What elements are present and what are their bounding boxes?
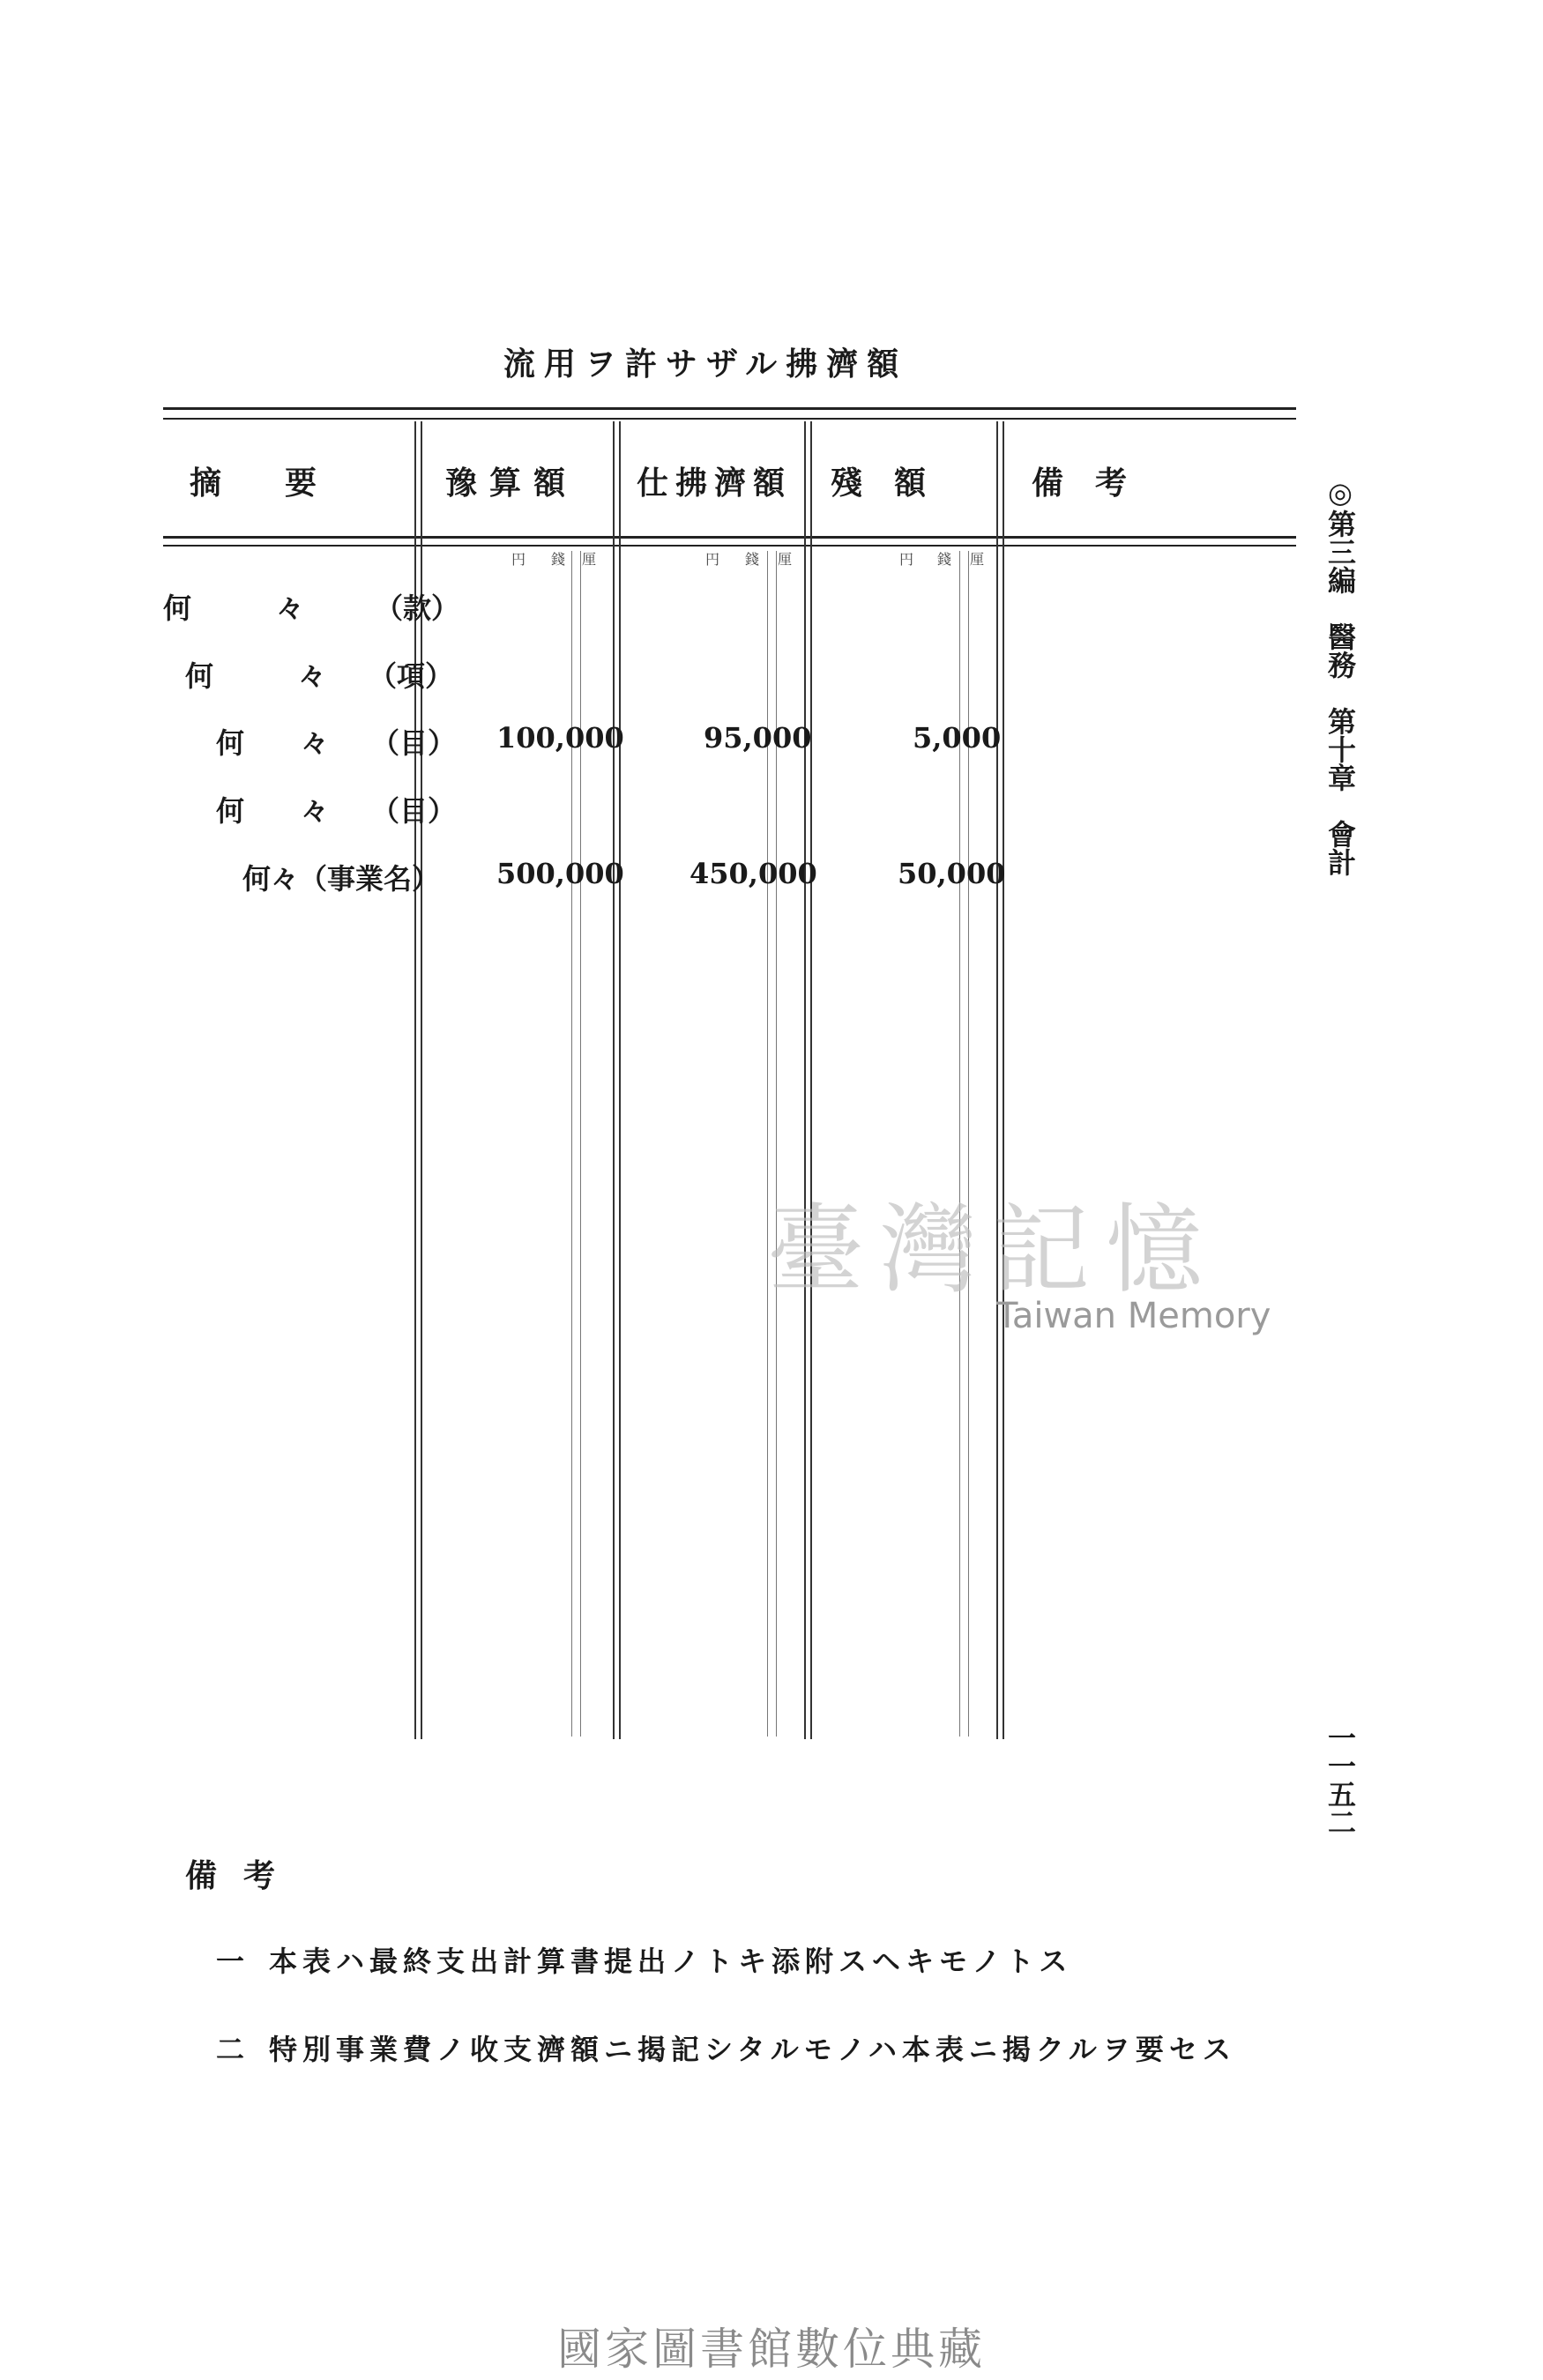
column-header-paid: 仕拂濟額 bbox=[637, 465, 793, 502]
column-header-budget: 豫算額 bbox=[445, 465, 578, 502]
unit-yen: 円 bbox=[511, 551, 526, 568]
table-top-rule-inner bbox=[163, 418, 1296, 420]
unit-sen: 錢 bbox=[937, 551, 952, 568]
column-divider bbox=[810, 421, 812, 1739]
cell-budget: 100,000 bbox=[496, 721, 624, 755]
unit-rin: 厘 bbox=[582, 551, 597, 568]
column-divider bbox=[1003, 421, 1004, 1739]
table-row-label: 何々（事業名） bbox=[242, 862, 441, 896]
note-index: 一 bbox=[216, 1945, 250, 1978]
column-divider bbox=[613, 421, 615, 1739]
running-header: ◎第三編 醫務 第十章 會計 bbox=[1323, 476, 1357, 876]
cell-paid: 450,000 bbox=[690, 857, 817, 890]
note-text: 本表ハ最終支出計算書提出ノトキ添附スヘキモノトス bbox=[269, 1945, 1073, 1978]
column-header-balance: 殘 額 bbox=[831, 465, 927, 502]
unit-rin: 厘 bbox=[778, 551, 793, 568]
cell-balance: 50,000 bbox=[898, 857, 1006, 890]
column-divider bbox=[996, 421, 998, 1739]
unit-rin: 厘 bbox=[970, 551, 985, 568]
watermark-cjk: 臺灣記憶 bbox=[767, 1194, 1219, 1306]
unit-yen: 円 bbox=[705, 551, 720, 568]
header-bottom-rule bbox=[163, 536, 1296, 539]
watermark bbox=[767, 1172, 1278, 1366]
unit-yen: 円 bbox=[899, 551, 914, 568]
table-row-label: 何 々 （項） bbox=[185, 659, 454, 693]
note-item bbox=[216, 2027, 1236, 2068]
table-row-label: 何 々 （目） bbox=[216, 726, 457, 760]
cell-paid: 95,000 bbox=[704, 721, 812, 755]
note-text: 特別事業費ノ收支濟額ニ揭記シタルモノハ本表ニ揭クルヲ要セス bbox=[269, 2033, 1236, 2066]
column-divider bbox=[619, 421, 621, 1739]
column-header-remarks: 備 考 bbox=[1032, 465, 1128, 502]
note-item bbox=[216, 1939, 1072, 1980]
footer-archive-label: 國家圖書館數位典藏 bbox=[557, 2324, 986, 2375]
unit-sen: 錢 bbox=[551, 551, 566, 568]
unit-sen: 錢 bbox=[745, 551, 760, 568]
column-header-summary: 摘 要 bbox=[190, 465, 317, 502]
cell-budget: 500,000 bbox=[496, 857, 624, 890]
notes-heading: 備考 bbox=[185, 1857, 302, 1894]
cell-balance: 5,000 bbox=[913, 721, 1002, 755]
column-divider bbox=[804, 421, 806, 1739]
table-title: 流用ヲ許サザル拂濟額 bbox=[503, 346, 908, 383]
table-row-label: 何 々 （款） bbox=[163, 591, 460, 625]
table-row-label: 何 々 （目） bbox=[216, 794, 457, 828]
watermark-en: Taiwan Memory bbox=[996, 1296, 1271, 1336]
note-index: 二 bbox=[216, 2033, 250, 2066]
header-bottom-rule-inner bbox=[163, 545, 1296, 547]
table-top-rule bbox=[163, 407, 1296, 410]
page-number: 一一五二 bbox=[1323, 1723, 1357, 1836]
